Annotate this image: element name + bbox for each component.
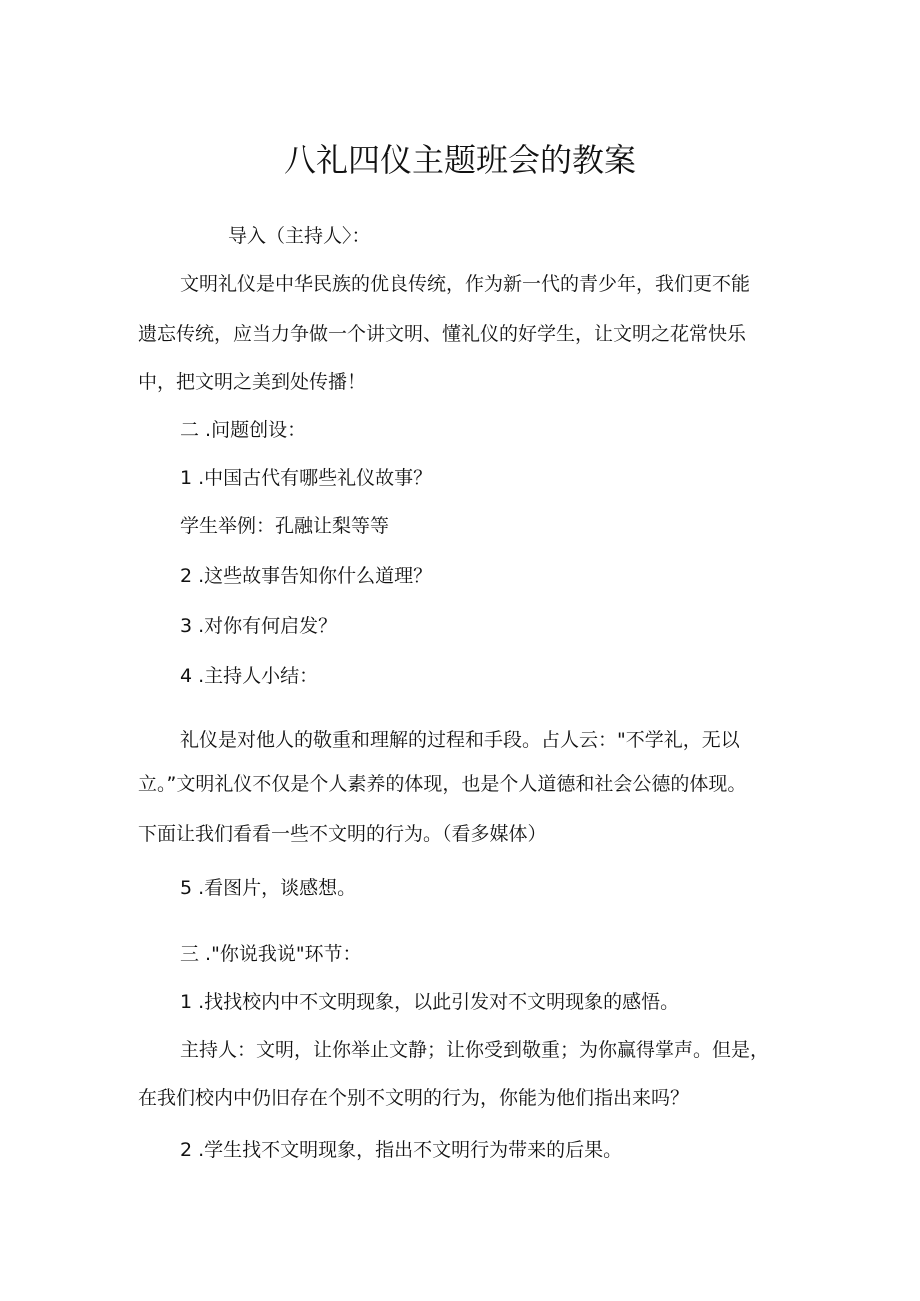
list-item: 4 .主持人小结： bbox=[180, 665, 319, 687]
paragraph-line: 遗忘传统，应当力争做一个讲文明、懂礼仪的好学生，让文明之花常快乐 bbox=[138, 323, 747, 345]
paragraph-line: 立。”文明礼仪不仅是个人素养的体现，也是个人道德和社会公德的体现。 bbox=[138, 773, 747, 795]
paragraph-line: 礼仪是对他人的敬重和理解的过程和手段。占人云："不学礼，无以 bbox=[180, 729, 740, 751]
paragraph-line: 学生举例：孔融让梨等等 bbox=[180, 515, 390, 537]
paragraph-line: 主持人：文明，让你举止文静；让你受到敬重；为你赢得掌声。但是， bbox=[180, 1039, 770, 1061]
intro-heading: 导入（主持人〉： bbox=[228, 225, 371, 247]
list-item: 2 .学生找不文明现象，指出不文明行为带来的后果。 bbox=[180, 1139, 623, 1161]
page-title: 八礼四仪主题班会的教案 bbox=[283, 141, 636, 179]
paragraph-line: 在我们校内中仍旧存在个别不文明的行为，你能为他们指出来吗？ bbox=[138, 1087, 690, 1109]
list-item: 3 .对你有何启发？ bbox=[180, 615, 338, 637]
list-item: 5 .看图片，谈感想。 bbox=[180, 877, 357, 899]
paragraph-line: 中，把文明之美到处传播！ bbox=[138, 371, 367, 393]
list-item: 1 .找找校内中不文明现象，以此引发对不文明现象的感悟。 bbox=[180, 991, 680, 1013]
list-item: 1 .中国古代有哪些礼仪故事？ bbox=[180, 467, 433, 489]
list-item: 2 .这些故事告知你什么道理？ bbox=[180, 565, 433, 587]
paragraph-line: 下面让我们看看一些不文明的行为。（看多媒体） bbox=[138, 823, 547, 845]
section-heading: 二 .问题创设： bbox=[180, 419, 307, 441]
section-heading: 三 ."你说我说"环节： bbox=[180, 943, 362, 965]
paragraph-line: 文明礼仪是中华民族的优良传统，作为新一代的青少年，我们更不能 bbox=[180, 273, 751, 295]
